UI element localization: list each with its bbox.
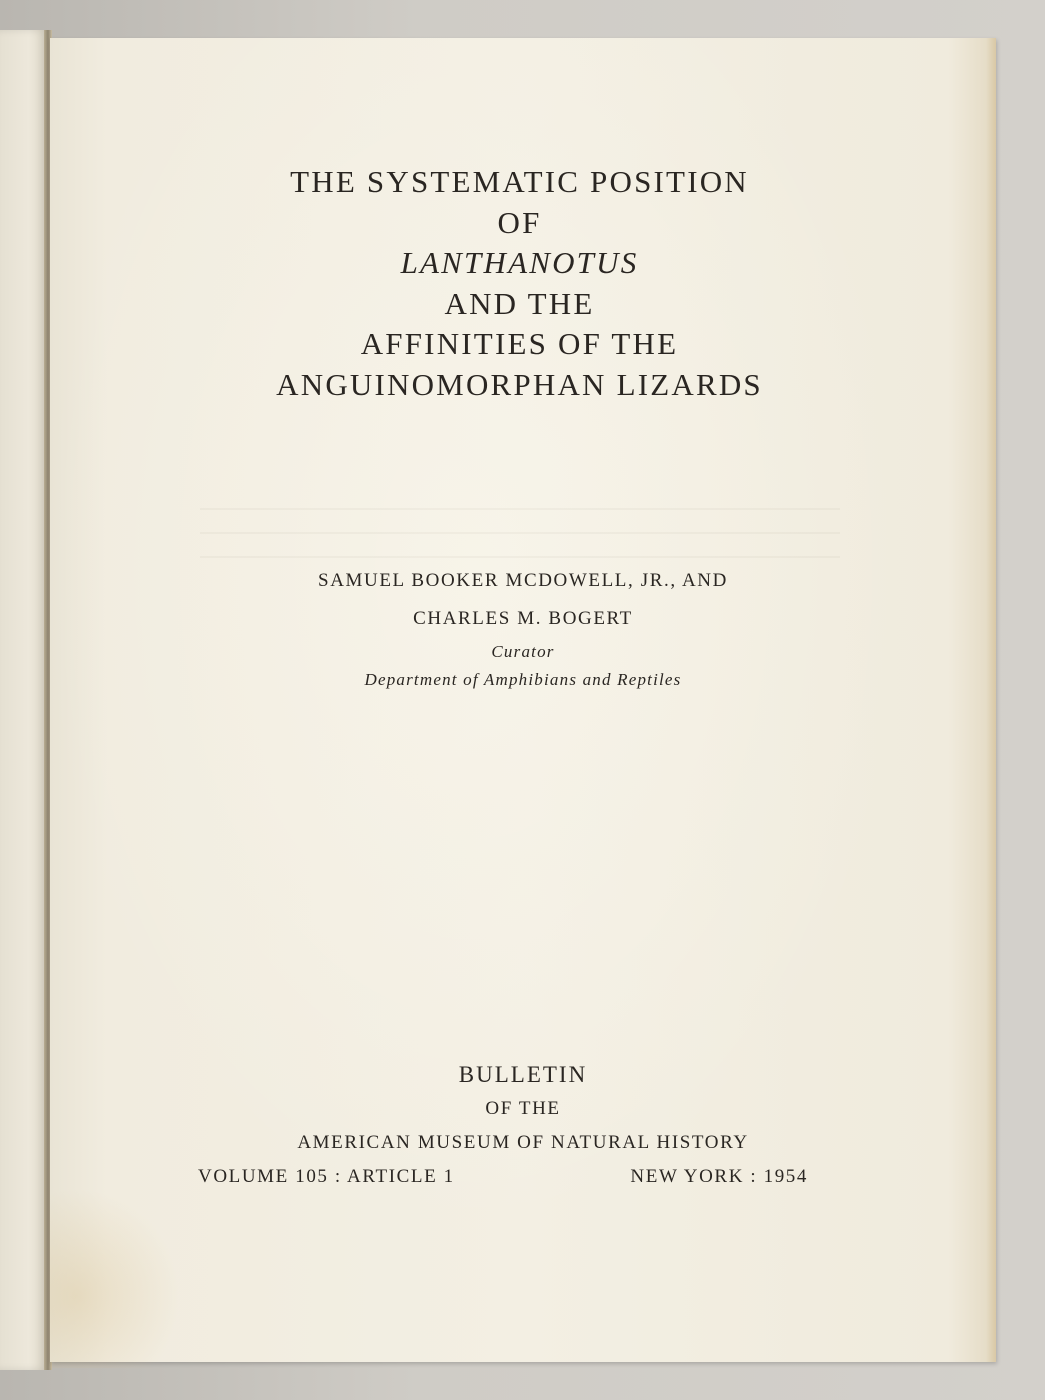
title-page bbox=[50, 38, 996, 1362]
place-year: NEW YORK : 1954 bbox=[630, 1166, 808, 1187]
author-role: Curator bbox=[491, 642, 555, 661]
publication-info bbox=[50, 1058, 996, 1160]
title-line-6: ANGUINOMORPHAN LIZARDS bbox=[276, 366, 763, 402]
author-line-1: SAMUEL BOOKER MCDOWELL, JR., AND bbox=[318, 570, 728, 591]
paper-stain bbox=[50, 1188, 180, 1368]
article-title bbox=[50, 162, 996, 405]
title-line-4: AND THE bbox=[444, 285, 595, 321]
title-line-5: AFFINITIES OF THE bbox=[360, 326, 679, 361]
institution-name: AMERICAN MUSEUM OF NATURAL HISTORY bbox=[297, 1132, 749, 1153]
author-line-2: CHARLES M. BOGERT bbox=[413, 608, 633, 629]
series-of-the: OF THE bbox=[485, 1098, 561, 1119]
authors bbox=[50, 562, 996, 694]
volume-article: VOLUME 105 : ARTICLE 1 bbox=[198, 1166, 455, 1187]
volume-row bbox=[198, 1162, 808, 1192]
series-title: BULLETIN bbox=[458, 1062, 588, 1087]
show-through-text bbox=[200, 488, 840, 558]
author-department: Department of Amphibians and Reptiles bbox=[364, 670, 682, 689]
title-line-3-genus: LANTHANOTUS bbox=[400, 245, 639, 280]
title-line-2: OF bbox=[497, 204, 542, 240]
title-line-1: THE SYSTEMATIC POSITION bbox=[290, 164, 749, 199]
facing-page-edge bbox=[0, 30, 48, 1370]
